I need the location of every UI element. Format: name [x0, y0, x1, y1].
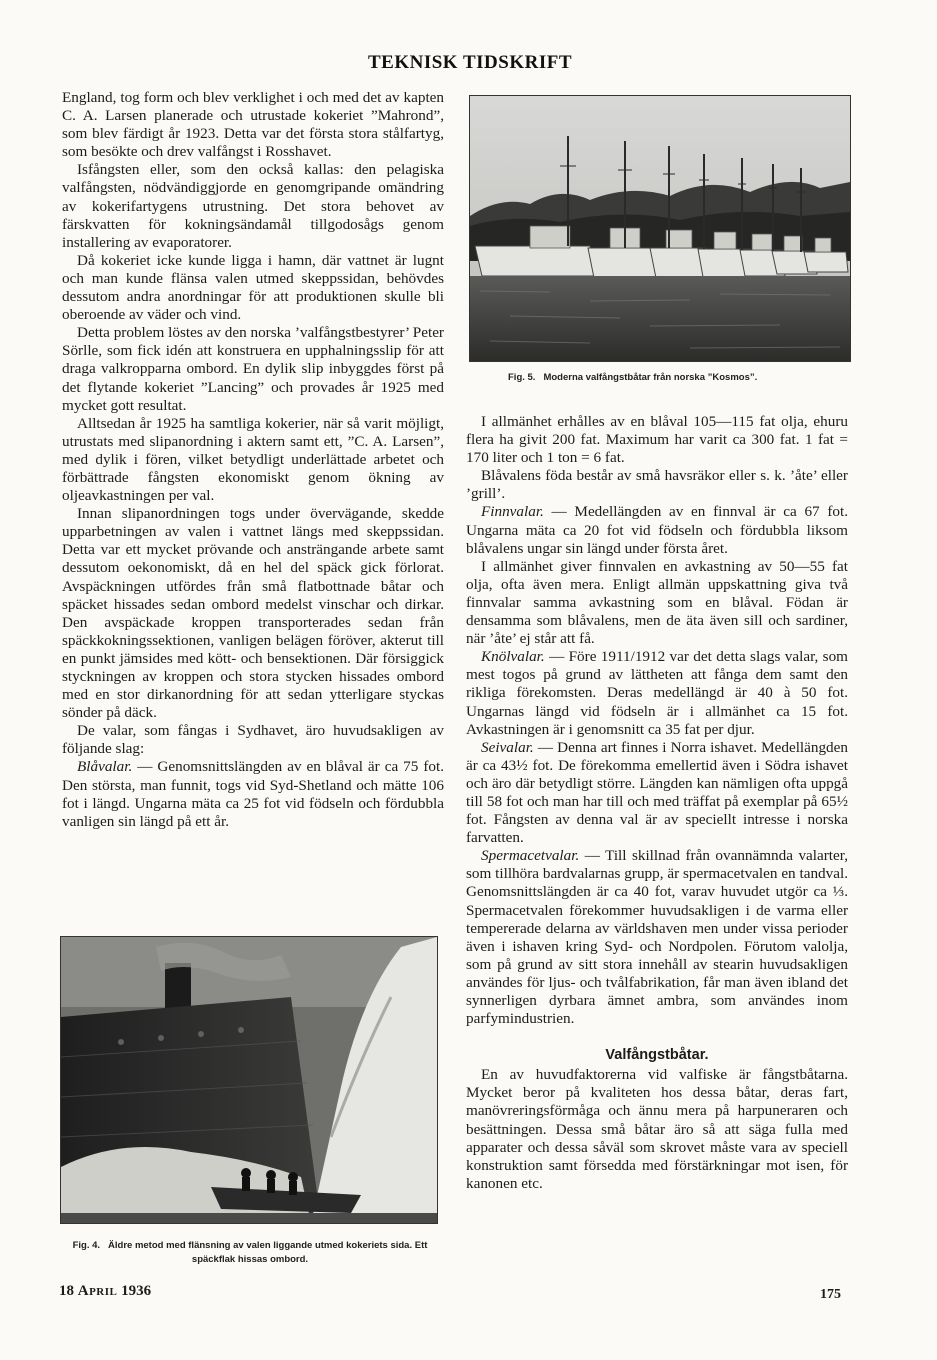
- figure-label: Fig. 5.: [508, 372, 536, 383]
- journal-masthead: TEKNISK TIDSKRIFT: [368, 52, 573, 73]
- paragraph: Alltsedan år 1925 ha samtliga kokerier, när så varit möjligt, utrustats med slipanordning i aktern samt ett, ”C. A. Larsen”, med dylik i fören, vilket betydligt underlättade arbetet och förbättrade fångsten ekonomiskt genom ökning av oljeavkastningen per val.: [62, 414, 444, 505]
- figure-4-caption: [56, 1239, 444, 1267]
- figure-label: Fig. 4.: [72, 1240, 101, 1251]
- paragraph: En av huvudfaktorerna vid valfiske är fångstbåtarna. Mycket beror på kvaliteten hos dessa båtar, deras fart, manövreringsförmåga och ännu mera på harpuneraren och besättningen. Dessa små båtar äro så att säga fulla med apparater och dessa såväl som skrovet måste vara av speciell konstruktion samt försedda med förstärkningar mot isen, för kanonen etc.: [466, 1066, 848, 1192]
- species-paragraph-humpback: [466, 648, 848, 738]
- paragraph: De valar, som fångas i Sydhavet, äro huvudsakligen av följande slag:: [62, 722, 444, 758]
- species-name: Spermacetvalar.: [481, 847, 580, 865]
- figure-5-caption: [508, 371, 838, 385]
- species-name: Knölvalar.: [481, 648, 545, 666]
- paragraph: Detta problem löstes av den norska ’valfångstbestyrer’ Peter Sörlle, som fick idén att konstruera en upphalningsslip för att draga valkropparna ombord. En dylik slip inbyggdes först på det flytande kokeriet ”Lancing” och provades år 1925 med mycket gott resultat.: [62, 324, 444, 414]
- date-year: 1936: [121, 1283, 152, 1299]
- species-text: — Denna art finnes i Norra ishavet. Medellängden är ca 43½ fot. De förekomma emellertid även i Södra ishavet och äro där betydligt större. Längden kan nämligen ofta uppgå till 58 fot och man har till och med träffat på exemplar på 65½ fot. Fångsten av denna val är av speciellt intresse i norska farvatten.: [466, 738, 848, 847]
- figure-caption-text: Moderna valfångstbåtar från norska ”Kosmos”.: [543, 372, 758, 383]
- left-text-column: [62, 89, 444, 831]
- right-text-column: [466, 413, 848, 1193]
- date-month: April: [77, 1283, 118, 1299]
- species-text: — Till skillnad från ovannämnda valarter, som tillhöra bardvalarnas grupp, är spermacetvalen en tandval. Genomsnittslängden är ca 40 fot, varav huvudet utgör ca ⅓. Spermacetvalen förekommer huvudsakligen i de varma eller tempererade delarna av världshaven men under vissa perioder även i ishaven kring Syd- och Nordpolen. Förutom valolja, som på grund av sitt stora innehåll av stearin huvudsakligen användes för ljus- och tvålfabrikation, får man även ibland det synnerligen dyrbara ämnet ambra, som användes inom parfymindustrien.: [466, 847, 848, 1028]
- flensing-photo-illustration: [61, 937, 437, 1223]
- paragraph: Blåvalens föda består av små havsräkor eller s. k. ’åte’ eller ’grill’.: [466, 467, 848, 503]
- species-text: — Genomsnittslängden av en blåval är ca 75 fot. Den största, man funnit, togs vid Syd-Shetland och mätte 106 fot i längd. Ungarna mäta ca 25 fot vid födseln och fördubbla vanligen sin längd på ett år.: [62, 758, 444, 830]
- date-day: 18: [59, 1283, 74, 1299]
- paragraph: I allmänhet giver finnvalen en avkastning av 50—55 fat olja, ofta även mera. Enligt allmän uppskattning giva två finnvalar samma avkastning som en blåval. Födan är densamma som blåvalens, men de äta även sill och sardiner, när ’åte’ ej står att få.: [466, 557, 848, 648]
- paragraph: Isfångsten eller, som den också kallas: den pelagiska valfångsten, nödvändiggjorde en genomgripande omändring av kokerifartygens utrustning. Det stora behovet av färskvatten för kokningsändamål tillgodosågs genom installering av evaporatorer.: [62, 161, 444, 251]
- paragraph: England, tog form och blev verklighet i och med det av kapten C. A. Larsen planerade och utrustade kokeriet ”Mahrond”, som blev färdigt år 1923. Detta var det första stora stålfartyg, som besökte och drev valfångst i Rosshavet.: [62, 89, 444, 161]
- species-paragraph-blue-whale: [62, 758, 444, 830]
- whale-catcher-boats-photo: [469, 95, 851, 362]
- species-paragraph-sei-whale: [466, 739, 848, 848]
- figure-caption-text: Äldre metod med flänsning av valen liggande utmed kokeriets sida. Ett späckflak hissas ombord.: [108, 1240, 428, 1265]
- flensing-alongside-ship-photo: [60, 936, 438, 1224]
- species-name: Seivalar.: [481, 738, 534, 756]
- page-number: 175: [820, 1287, 841, 1302]
- species-name: Blåvalar.: [77, 758, 133, 776]
- species-text: — Medellängden av en finnval är ca 67 fot. Ungarna mäta ca 20 fot vid födseln och fördubbla liksom blåvalens ungar sin längd under första året.: [466, 503, 848, 557]
- paragraph: Då kokeriet icke kunde ligga i hamn, där vattnet är lugnt och man kunde flänsa valen utmed skeppssidan, behövdes dessutom andra anordningar för att produktionen skulle bli oberoende av väder och vind.: [62, 251, 444, 324]
- species-name: Finnvalar.: [481, 503, 544, 521]
- paragraph: I allmänhet erhålles av en blåval 105—115 fat olja, ehuru flera ha givit 200 fat. Maximum har varit ca 300 fat. 1 fat = 170 liter och 1 ton = 6 fat.: [466, 413, 848, 467]
- paragraph: Innan slipanordningen togs under övervägande, skedde upparbetningen av valen i vattnet längs med skeppssidan. Detta var ett mycket prövande och ansträngande arbete samt dessutom oekonomiskt, då en hel del späck gick förlorat. Avspäckningen utfördes från små flatbottnade båtar och späcket hissades sedan ombord medelst vinschar och dirkar. Den avspäckade kroppen transporterades sedan från späckkokningssektionen, vanligen belägen föröver, akterut till en punkt jämsides med kött- och bensektionen. Där försiggick styckningen av kroppen och stora stycken hissades ombord med en stor dirkanordning för att sedan ytterligare styckas sönder på däck.: [62, 505, 444, 722]
- issue-date: [59, 1283, 151, 1300]
- boats-photo-illustration: [470, 96, 850, 361]
- species-text: — Före 1911/1912 var det detta slags valar, som mest togos på grund av lättheten att fånga dem samt den rikliga förekomsten. Deras medellängd är 40 à 50 fot. Ungarnas längd vid födseln är i allmänhet ca 15 fot. Avkastningen är i genomsnitt ca 35 fat per djur.: [466, 648, 848, 738]
- species-paragraph-fin-whale: [466, 503, 848, 557]
- section-heading: Valfångstbåtar.: [605, 1047, 709, 1064]
- species-paragraph-sperm-whale: [466, 847, 848, 1028]
